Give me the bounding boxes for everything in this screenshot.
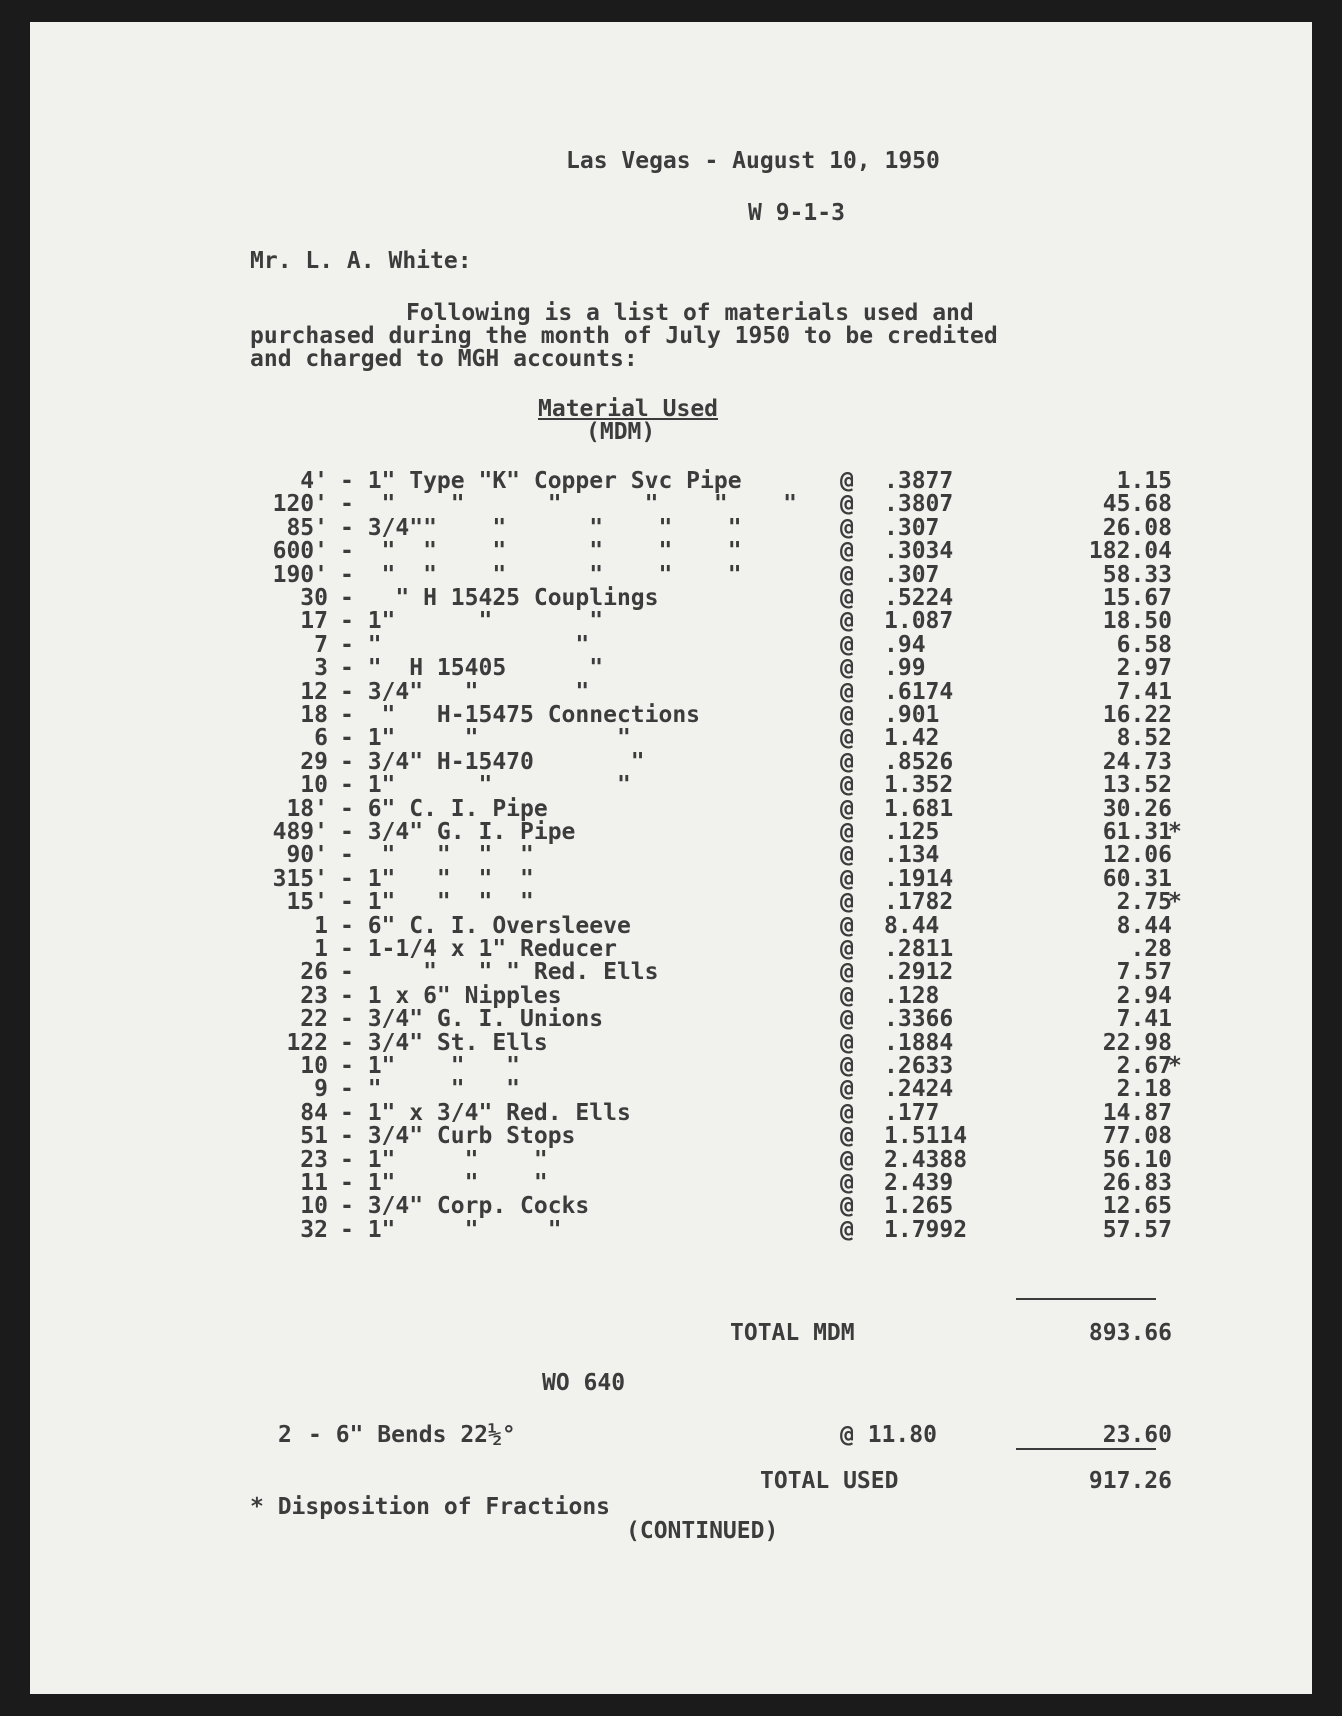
wo-desc: - 6" Bends 22½° <box>308 1422 516 1448</box>
at-sign: @ <box>840 1123 854 1150</box>
at-sign: @ <box>840 514 854 541</box>
section-title: Material Used <box>538 396 719 422</box>
item-description: - 1" " " <box>340 725 631 752</box>
item-description: - " " " " " " <box>340 561 742 588</box>
at-sign: @ <box>840 748 854 775</box>
table-row <box>30 1125 1312 1148</box>
item-description: - 3/4"" " " " " <box>340 514 742 541</box>
item-description: - 1" " " <box>340 1146 548 1173</box>
item-amount: 16.22 <box>1102 702 1172 728</box>
item-qty: 600' <box>272 538 328 565</box>
continued-note: (CONTINUED) <box>626 1518 779 1544</box>
item-unit-price: 1.352 <box>884 772 954 799</box>
item-qty: 17 <box>300 608 328 635</box>
item-description: - " H 15405 " <box>340 655 604 682</box>
table-row <box>30 1172 1312 1195</box>
table-row <box>30 704 1312 727</box>
item-qty: 23 <box>300 1146 328 1173</box>
item-unit-price: .94 <box>884 631 926 658</box>
item-qty: 51 <box>300 1123 328 1150</box>
item-description: - " " " Red. Ells <box>340 959 659 986</box>
item-amount: 2.18 <box>1116 1076 1172 1103</box>
at-sign: @ <box>840 865 854 892</box>
item-amount: 2.97 <box>1116 655 1172 682</box>
item-amount: 57.57 <box>1102 1216 1172 1243</box>
at-sign: @ <box>840 912 854 939</box>
item-qty: 120' <box>272 491 328 518</box>
item-qty: 85' <box>286 514 328 541</box>
item-unit-price: .134 <box>884 842 940 869</box>
item-description: - " " " <box>340 1076 521 1103</box>
at-sign: @ <box>840 608 854 635</box>
item-amount: 15.67 <box>1102 585 1172 611</box>
item-description: - 3/4" " " <box>340 678 590 705</box>
at-sign: @ <box>840 561 854 588</box>
item-amount: 26.83 <box>1102 1170 1172 1196</box>
item-description: - " " " " " " <box>340 491 797 518</box>
item-description: - 3/4" H-15470 " <box>340 748 645 775</box>
total-mdm-amount: 893.66 <box>1088 1320 1172 1346</box>
table-row <box>30 774 1312 797</box>
item-unit-price: .6174 <box>884 678 954 705</box>
item-amount: .28 <box>1130 936 1172 962</box>
item-unit-price: .3034 <box>884 538 954 565</box>
item-description: - " " " " <box>340 842 534 869</box>
item-qty: 30 <box>300 585 328 611</box>
section-subtitle: (MDM) <box>586 419 656 445</box>
item-amount: 6.58 <box>1116 631 1172 658</box>
at-sign: @ <box>840 1076 854 1103</box>
item-amount: 12.06 <box>1102 842 1172 869</box>
item-description: - 1" " " <box>340 1170 548 1196</box>
item-unit-price: 1.5114 <box>884 1123 968 1150</box>
wo-price: @ 11.80 <box>840 1422 937 1448</box>
wo-qty: 2 <box>278 1422 292 1448</box>
item-unit-price: .177 <box>884 1099 940 1126</box>
wo-amount: 23.60 <box>1102 1422 1172 1448</box>
item-description: - 1 x 6" Nipples <box>340 982 562 1009</box>
item-qty: 315' <box>272 865 328 892</box>
table-row <box>30 470 1312 493</box>
wo-title: WO 640 <box>542 1370 626 1396</box>
item-description: - 1-1/4 x 1" Reducer <box>340 936 617 962</box>
item-qty: 4' <box>300 468 328 494</box>
item-qty: 26 <box>300 959 328 986</box>
item-qty: 18' <box>286 795 328 822</box>
table-row <box>30 610 1312 633</box>
item-qty: 7 <box>314 631 328 658</box>
table-row <box>30 912 1312 939</box>
table-row <box>30 938 1312 961</box>
item-qty: 489' <box>272 819 328 845</box>
table-row <box>30 1195 1312 1218</box>
item-description: - 1" " " " <box>340 865 534 892</box>
table-row <box>30 1055 1312 1078</box>
item-qty: 23 <box>300 982 328 1009</box>
item-amount: 61.31 <box>1102 819 1172 845</box>
item-qty: 29 <box>300 748 328 775</box>
item-amount: 182.04 <box>1088 538 1172 565</box>
header-ref: W 9-1-3 <box>748 200 845 226</box>
item-unit-price: .8526 <box>884 748 954 775</box>
item-amount: 30.26 <box>1102 795 1172 822</box>
item-qty: 1 <box>314 912 328 939</box>
fraction-mark: * <box>1168 1053 1182 1079</box>
fraction-mark: * <box>1168 889 1182 916</box>
item-qty: 1 <box>314 936 328 962</box>
table-row <box>30 1008 1312 1031</box>
subtotal-rule <box>1016 1298 1156 1300</box>
item-unit-price: .99 <box>884 655 926 682</box>
item-unit-price: .128 <box>884 982 940 1009</box>
table-row <box>30 821 1312 844</box>
table-row <box>30 1216 1312 1243</box>
table-row <box>30 727 1312 750</box>
total-used-label: TOTAL USED <box>760 1468 899 1494</box>
table-row <box>30 982 1312 1009</box>
item-unit-price: 1.7992 <box>884 1216 968 1243</box>
fraction-mark: * <box>1168 819 1182 845</box>
item-description: - 3/4" St. Ells <box>340 1029 548 1056</box>
at-sign: @ <box>840 655 854 682</box>
salutation: Mr. L. A. White: <box>250 248 472 274</box>
item-qty: 6 <box>314 725 328 752</box>
table-row <box>30 631 1312 658</box>
table-row <box>30 540 1312 563</box>
item-unit-price: .3366 <box>884 1006 954 1033</box>
item-unit-price: .2912 <box>884 959 954 986</box>
item-amount: 56.10 <box>1102 1146 1172 1173</box>
at-sign: @ <box>840 1029 854 1056</box>
table-row <box>30 561 1312 588</box>
item-unit-price: .307 <box>884 561 940 588</box>
item-description: - 3/4" G. I. Pipe <box>340 819 576 845</box>
at-sign: @ <box>840 1099 854 1126</box>
total-used-amount: 917.26 <box>1088 1468 1172 1494</box>
at-sign: @ <box>840 1193 854 1220</box>
at-sign: @ <box>840 819 854 845</box>
item-unit-price: .2633 <box>884 1053 954 1079</box>
item-qty: 122 <box>286 1029 328 1056</box>
footnote: * Disposition of Fractions <box>250 1494 611 1520</box>
item-amount: 2.94 <box>1116 982 1172 1009</box>
item-qty: 12 <box>300 678 328 705</box>
item-unit-price: .1914 <box>884 865 954 892</box>
item-qty: 84 <box>300 1099 328 1126</box>
item-amount: 2.67 <box>1116 1053 1172 1079</box>
table-row <box>30 891 1312 914</box>
table-row <box>30 748 1312 775</box>
at-sign: @ <box>840 468 854 494</box>
table-row <box>30 844 1312 867</box>
item-qty: 32 <box>300 1216 328 1243</box>
item-unit-price: 8.44 <box>884 912 940 939</box>
at-sign: @ <box>840 1006 854 1033</box>
item-unit-price: 1.087 <box>884 608 954 635</box>
item-amount: 60.31 <box>1102 865 1172 892</box>
item-amount: 7.57 <box>1116 959 1172 986</box>
table-row <box>30 1078 1312 1101</box>
item-description: - 1" Type "K" Copper Svc Pipe <box>340 468 742 494</box>
item-amount: 18.50 <box>1102 608 1172 635</box>
intro-line-2: purchased during the month of July 1950 to be credited <box>250 323 998 349</box>
at-sign: @ <box>840 1170 854 1196</box>
wo-rule <box>1016 1448 1156 1450</box>
item-description: - 3/4" Corp. Cocks <box>340 1193 590 1220</box>
at-sign: @ <box>840 725 854 752</box>
document-page <box>30 22 1312 1694</box>
item-description: - " H 15425 Couplings <box>340 585 659 611</box>
item-amount: 7.41 <box>1116 1006 1172 1033</box>
at-sign: @ <box>840 538 854 565</box>
item-description: - 3/4" G. I. Unions <box>340 1006 604 1033</box>
at-sign: @ <box>840 631 854 658</box>
item-description: - 6" C. I. Oversleeve <box>340 912 631 939</box>
at-sign: @ <box>840 959 854 986</box>
at-sign: @ <box>840 702 854 728</box>
item-qty: 10 <box>300 1053 328 1079</box>
intro-line-1: Following is a list of materials used and <box>406 300 974 326</box>
item-unit-price: .307 <box>884 514 940 541</box>
item-unit-price: .3807 <box>884 491 954 518</box>
item-description: - " " " " " " <box>340 538 742 565</box>
table-row <box>30 961 1312 984</box>
table-row <box>30 514 1312 541</box>
item-amount: 2.75 <box>1116 889 1172 916</box>
table-row <box>30 865 1312 892</box>
item-amount: 14.87 <box>1102 1099 1172 1126</box>
header-place-date: Las Vegas - August 10, 1950 <box>566 148 940 174</box>
table-row <box>30 795 1312 822</box>
item-unit-price: 1.42 <box>884 725 940 752</box>
at-sign: @ <box>840 585 854 611</box>
at-sign: @ <box>840 795 854 822</box>
total-mdm-label: TOTAL MDM <box>730 1320 855 1346</box>
item-amount: 12.65 <box>1102 1193 1172 1220</box>
item-description: - 1" " " <box>340 608 604 635</box>
item-qty: 11 <box>300 1170 328 1196</box>
item-description: - " " <box>340 631 590 658</box>
item-amount: 8.44 <box>1116 912 1172 939</box>
at-sign: @ <box>840 1216 854 1243</box>
table-row <box>30 1029 1312 1056</box>
item-unit-price: .125 <box>884 819 940 845</box>
item-qty: 15' <box>286 889 328 916</box>
at-sign: @ <box>840 1146 854 1173</box>
item-amount: 13.52 <box>1102 772 1172 799</box>
table-row <box>30 587 1312 610</box>
at-sign: @ <box>840 1053 854 1079</box>
item-unit-price: .3877 <box>884 468 954 494</box>
item-qty: 90' <box>286 842 328 869</box>
item-amount: 77.08 <box>1102 1123 1172 1150</box>
item-amount: 58.33 <box>1102 561 1172 588</box>
at-sign: @ <box>840 678 854 705</box>
table-row <box>30 1146 1312 1173</box>
item-qty: 9 <box>314 1076 328 1103</box>
item-unit-price: 1.681 <box>884 795 954 822</box>
item-description: - 1" " " <box>340 1216 562 1243</box>
item-description: - 3/4" Curb Stops <box>340 1123 576 1150</box>
item-description: - 1" " " <box>340 772 631 799</box>
item-unit-price: .2424 <box>884 1076 954 1103</box>
item-qty: 10 <box>300 772 328 799</box>
item-unit-price: 1.265 <box>884 1193 954 1220</box>
item-unit-price: .1884 <box>884 1029 954 1056</box>
at-sign: @ <box>840 491 854 518</box>
table-row <box>30 493 1312 516</box>
item-unit-price: .5224 <box>884 585 954 611</box>
item-description: - 1" " " " <box>340 889 534 916</box>
item-qty: 18 <box>300 702 328 728</box>
item-unit-price: 2.4388 <box>884 1146 968 1173</box>
table-row <box>30 678 1312 705</box>
item-qty: 3 <box>314 655 328 682</box>
item-qty: 10 <box>300 1193 328 1220</box>
item-amount: 26.08 <box>1102 514 1172 541</box>
item-unit-price: .2811 <box>884 936 954 962</box>
item-amount: 7.41 <box>1116 678 1172 705</box>
item-amount: 24.73 <box>1102 748 1172 775</box>
table-row <box>30 657 1312 680</box>
item-unit-price: .1782 <box>884 889 954 916</box>
item-qty: 190' <box>272 561 328 588</box>
item-unit-price: 2.439 <box>884 1170 954 1196</box>
item-amount: 1.15 <box>1116 468 1172 494</box>
item-qty: 22 <box>300 1006 328 1033</box>
at-sign: @ <box>840 982 854 1009</box>
item-unit-price: .901 <box>884 702 940 728</box>
at-sign: @ <box>840 889 854 916</box>
item-amount: 22.98 <box>1102 1029 1172 1056</box>
item-description: - 6" C. I. Pipe <box>340 795 548 822</box>
intro-line-3: and charged to MGH accounts: <box>250 346 638 372</box>
table-row <box>30 1099 1312 1126</box>
at-sign: @ <box>840 936 854 962</box>
at-sign: @ <box>840 772 854 799</box>
item-amount: 8.52 <box>1116 725 1172 752</box>
at-sign: @ <box>840 842 854 869</box>
item-description: - " H-15475 Connections <box>340 702 701 728</box>
item-description: - 1" " " <box>340 1053 521 1079</box>
item-amount: 45.68 <box>1102 491 1172 518</box>
item-description: - 1" x 3/4" Red. Ells <box>340 1099 631 1126</box>
